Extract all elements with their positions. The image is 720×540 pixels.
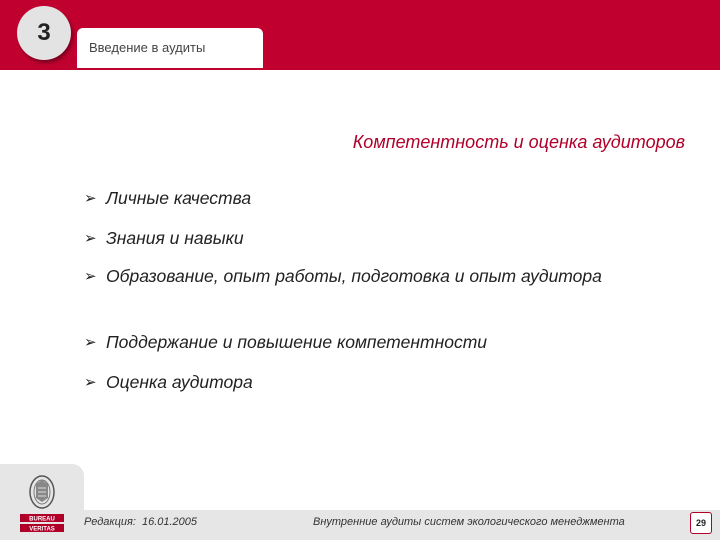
bullet-text: Знания и навыки [106, 228, 244, 248]
logo-brand-line2: VERITAS [29, 526, 55, 533]
arrow-bullet-icon: ➢ [84, 267, 97, 285]
footer-edition [84, 516, 197, 528]
logo-brand-line1: BUREAU [29, 516, 55, 523]
arrow-bullet-icon: ➢ [84, 189, 97, 207]
page-number: 29 [690, 512, 712, 534]
arrow-bullet-icon: ➢ [84, 333, 97, 351]
bullet-text: Оценка аудитора [106, 372, 253, 392]
bullet-item [84, 329, 487, 355]
section-number-badge [17, 6, 71, 60]
section-number: 3 [37, 19, 51, 46]
bullet-item [84, 369, 253, 395]
bullet-text: Образование, опыт работы, подготовка и опыт аудитора [106, 266, 602, 286]
section-tab [77, 28, 263, 68]
edition-label: Редакция: [84, 516, 136, 528]
bureau-veritas-logo-icon [12, 470, 72, 534]
slide-title: Компетентность и оценка аудиторов [352, 132, 685, 152]
bullet-item [84, 263, 644, 289]
header-bar [0, 0, 720, 70]
footer-course-title: Внутренние аудиты систем экологического менеджмента [313, 516, 625, 528]
bullet-text: Личные качества [106, 188, 252, 208]
footer-bar [84, 510, 720, 540]
bullet-text: Поддержание и повышение компетентности [106, 332, 488, 352]
edition-date: 16.01.2005 [141, 516, 198, 528]
bullet-item [84, 185, 251, 211]
section-title: Введение в аудиты [89, 40, 206, 55]
arrow-bullet-icon: ➢ [84, 373, 97, 391]
arrow-bullet-icon: ➢ [84, 229, 97, 247]
bullet-item [84, 225, 244, 251]
